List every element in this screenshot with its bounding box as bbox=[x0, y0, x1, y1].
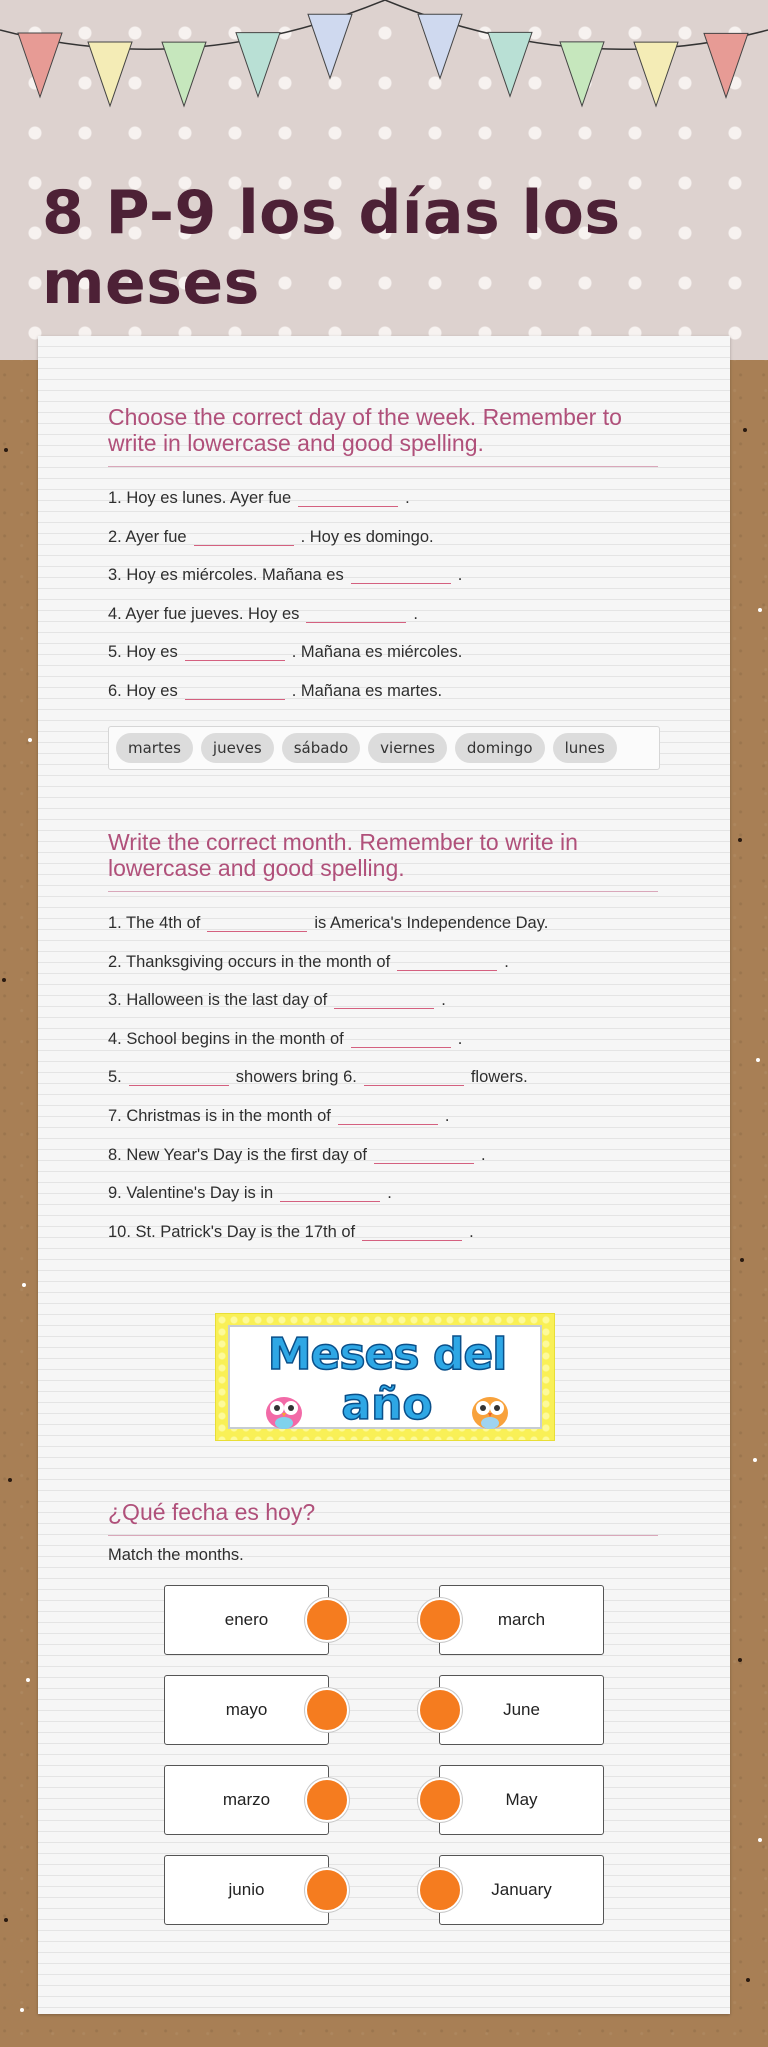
bunting-flag bbox=[634, 42, 678, 106]
match-connector-dot[interactable] bbox=[305, 1868, 349, 1912]
question-row bbox=[108, 1213, 658, 1252]
match-card-left[interactable]: junio bbox=[164, 1855, 329, 1925]
answer-blank-input[interactable] bbox=[207, 931, 307, 932]
background-dot bbox=[753, 1458, 757, 1462]
answer-blank-input[interactable] bbox=[306, 622, 406, 623]
word-chip[interactable]: lunes bbox=[553, 733, 617, 763]
section-days-heading: Choose the correct day of the week. Remember to write in lowercase and good spelling. bbox=[108, 404, 658, 467]
word-bank bbox=[108, 726, 660, 770]
section-matching bbox=[108, 1499, 658, 1565]
question-text: 1. Hoy es lunes. Ayer fue bbox=[108, 489, 292, 507]
match-card-left[interactable]: enero bbox=[164, 1585, 329, 1655]
question-row bbox=[108, 1174, 658, 1213]
section-months-heading: Write the correct month. Remember to write in lowercase and good spelling. bbox=[108, 829, 658, 892]
word-chip[interactable]: domingo bbox=[455, 733, 545, 763]
background-dot bbox=[746, 1978, 750, 1982]
question-row bbox=[108, 1020, 658, 1059]
question-row bbox=[108, 479, 658, 518]
question-row bbox=[108, 556, 658, 595]
question-row bbox=[108, 518, 658, 557]
background-dot bbox=[8, 1478, 12, 1482]
background-dot bbox=[758, 608, 762, 612]
background-dot bbox=[22, 1283, 26, 1287]
background-dot bbox=[20, 2008, 24, 2012]
match-connector-dot[interactable] bbox=[305, 1778, 349, 1822]
question-text: . Mañana es miércoles. bbox=[291, 643, 463, 662]
match-card-right[interactable]: march bbox=[439, 1585, 604, 1655]
question-row bbox=[108, 672, 658, 711]
background-dot bbox=[2, 978, 6, 982]
section-days bbox=[108, 404, 658, 770]
question-text: . bbox=[457, 566, 463, 585]
answer-blank-input[interactable] bbox=[351, 1047, 451, 1048]
match-card-right[interactable]: January bbox=[439, 1855, 604, 1925]
answer-blank-input[interactable] bbox=[334, 1008, 434, 1009]
question-text: 7. Christmas is in the month of bbox=[108, 1106, 331, 1125]
answer-blank-input[interactable] bbox=[374, 1163, 474, 1164]
header-banner bbox=[0, 0, 768, 360]
question-row bbox=[108, 1136, 658, 1175]
question-text: 10. St. Patrick's Day is the 17th of bbox=[108, 1222, 356, 1241]
bunting-flag bbox=[88, 42, 132, 106]
answer-blank-input[interactable] bbox=[298, 506, 398, 507]
question-row bbox=[108, 981, 658, 1020]
question-row bbox=[108, 595, 658, 634]
background-dot bbox=[738, 1658, 742, 1662]
answer-blank-input[interactable] bbox=[362, 1240, 462, 1241]
question-text: . bbox=[387, 1184, 392, 1203]
question-text: 4. School begins in the month of bbox=[108, 1029, 344, 1048]
matching-instruction: Match the months. bbox=[108, 1546, 244, 1564]
answer-blank-input[interactable] bbox=[185, 699, 285, 700]
background-dot bbox=[740, 1258, 744, 1262]
question-row bbox=[108, 1097, 658, 1136]
question-text: showers bring 6. bbox=[235, 1068, 357, 1087]
question-text: is America's Independence Day. bbox=[314, 914, 549, 932]
meses-del-ano-image bbox=[215, 1313, 555, 1441]
match-connector-dot[interactable] bbox=[418, 1598, 462, 1642]
banner-line2: año bbox=[341, 1379, 433, 1430]
background-dot bbox=[758, 1838, 762, 1842]
answer-blank-input[interactable] bbox=[364, 1085, 464, 1086]
question-text: . bbox=[481, 1145, 486, 1164]
question-text: 4. Ayer fue jueves. Hoy es bbox=[108, 604, 300, 623]
background-dot bbox=[4, 1918, 8, 1922]
question-text: 2. Thanksgiving occurs in the month of bbox=[108, 952, 391, 971]
background-dot bbox=[26, 1678, 30, 1682]
question-text: 1. The 4th of bbox=[108, 914, 201, 932]
bunting-flag bbox=[18, 33, 62, 97]
answer-blank-input[interactable] bbox=[129, 1085, 229, 1086]
question-text: flowers. bbox=[470, 1068, 528, 1087]
bunting-flag bbox=[704, 33, 748, 97]
question-text: . bbox=[504, 952, 509, 971]
question-text: . bbox=[469, 1222, 474, 1241]
background-dot bbox=[28, 738, 32, 742]
question-text: . bbox=[441, 991, 446, 1010]
question-text: . Hoy es domingo. bbox=[300, 527, 434, 546]
question-text: 3. Hoy es miércoles. Mañana es bbox=[108, 566, 344, 585]
question-text: . Mañana es martes. bbox=[291, 681, 443, 700]
background-dot bbox=[738, 838, 742, 842]
bunting-flag bbox=[488, 32, 532, 96]
question-row bbox=[108, 943, 658, 982]
match-connector-dot[interactable] bbox=[305, 1688, 349, 1732]
bunting-flag bbox=[162, 42, 206, 106]
word-chip[interactable]: jueves bbox=[201, 733, 274, 763]
page-title: 8 P-9 los días los meses bbox=[42, 178, 621, 318]
question-text: . bbox=[444, 1106, 450, 1125]
question-text: 9. Valentine's Day is in bbox=[108, 1184, 274, 1203]
days-question-list bbox=[108, 479, 658, 711]
match-connector-dot[interactable] bbox=[305, 1598, 349, 1642]
match-card-left[interactable]: marzo bbox=[164, 1765, 329, 1835]
question-text: . bbox=[405, 489, 410, 507]
pink-owl-icon bbox=[260, 1389, 308, 1431]
question-row bbox=[108, 633, 658, 672]
answer-blank-input[interactable] bbox=[351, 583, 451, 584]
bunting-flag bbox=[418, 14, 462, 78]
question-text: 8. New Year's Day is the first day of bbox=[108, 1145, 368, 1164]
bunting-flag bbox=[560, 42, 604, 106]
answer-blank-input[interactable] bbox=[280, 1201, 380, 1202]
question-text: 2. Ayer fue bbox=[108, 527, 187, 546]
section-months bbox=[108, 829, 658, 1251]
answer-blank-input[interactable] bbox=[397, 970, 497, 971]
question-text: . bbox=[413, 604, 418, 623]
orange-owl-icon bbox=[466, 1389, 514, 1431]
word-chip[interactable]: viernes bbox=[368, 733, 447, 763]
question-text: 3. Halloween is the last day of bbox=[108, 991, 328, 1010]
banner-line1: Meses del bbox=[267, 1329, 507, 1380]
match-card-left[interactable]: mayo bbox=[164, 1675, 329, 1745]
match-card-right[interactable]: May bbox=[439, 1765, 604, 1835]
match-connector-dot[interactable] bbox=[418, 1778, 462, 1822]
background-dot bbox=[4, 448, 8, 452]
months-question-list bbox=[108, 904, 658, 1251]
word-chip[interactable]: martes bbox=[116, 733, 193, 763]
question-text: 5. bbox=[108, 1068, 122, 1087]
match-card-right[interactable]: June bbox=[439, 1675, 604, 1745]
bunting-decoration bbox=[0, 0, 768, 120]
question-row bbox=[108, 1058, 658, 1097]
background-dot bbox=[756, 1058, 760, 1062]
answer-blank-input[interactable] bbox=[194, 545, 294, 546]
section-matching-heading: ¿Qué fecha es hoy? bbox=[108, 1499, 658, 1536]
match-connector-dot[interactable] bbox=[418, 1688, 462, 1732]
question-row bbox=[108, 904, 658, 943]
bunting-flag bbox=[308, 14, 352, 78]
word-chip[interactable]: sábado bbox=[282, 733, 360, 763]
question-text: . bbox=[457, 1029, 463, 1048]
answer-blank-input[interactable] bbox=[185, 660, 285, 661]
question-text: 6. Hoy es bbox=[108, 681, 178, 700]
banner-inner bbox=[228, 1325, 542, 1429]
question-text: 5. Hoy es bbox=[108, 643, 178, 662]
background-dot bbox=[743, 428, 747, 432]
bunting-flag bbox=[236, 33, 280, 97]
answer-blank-input[interactable] bbox=[338, 1124, 438, 1125]
match-connector-dot[interactable] bbox=[418, 1868, 462, 1912]
